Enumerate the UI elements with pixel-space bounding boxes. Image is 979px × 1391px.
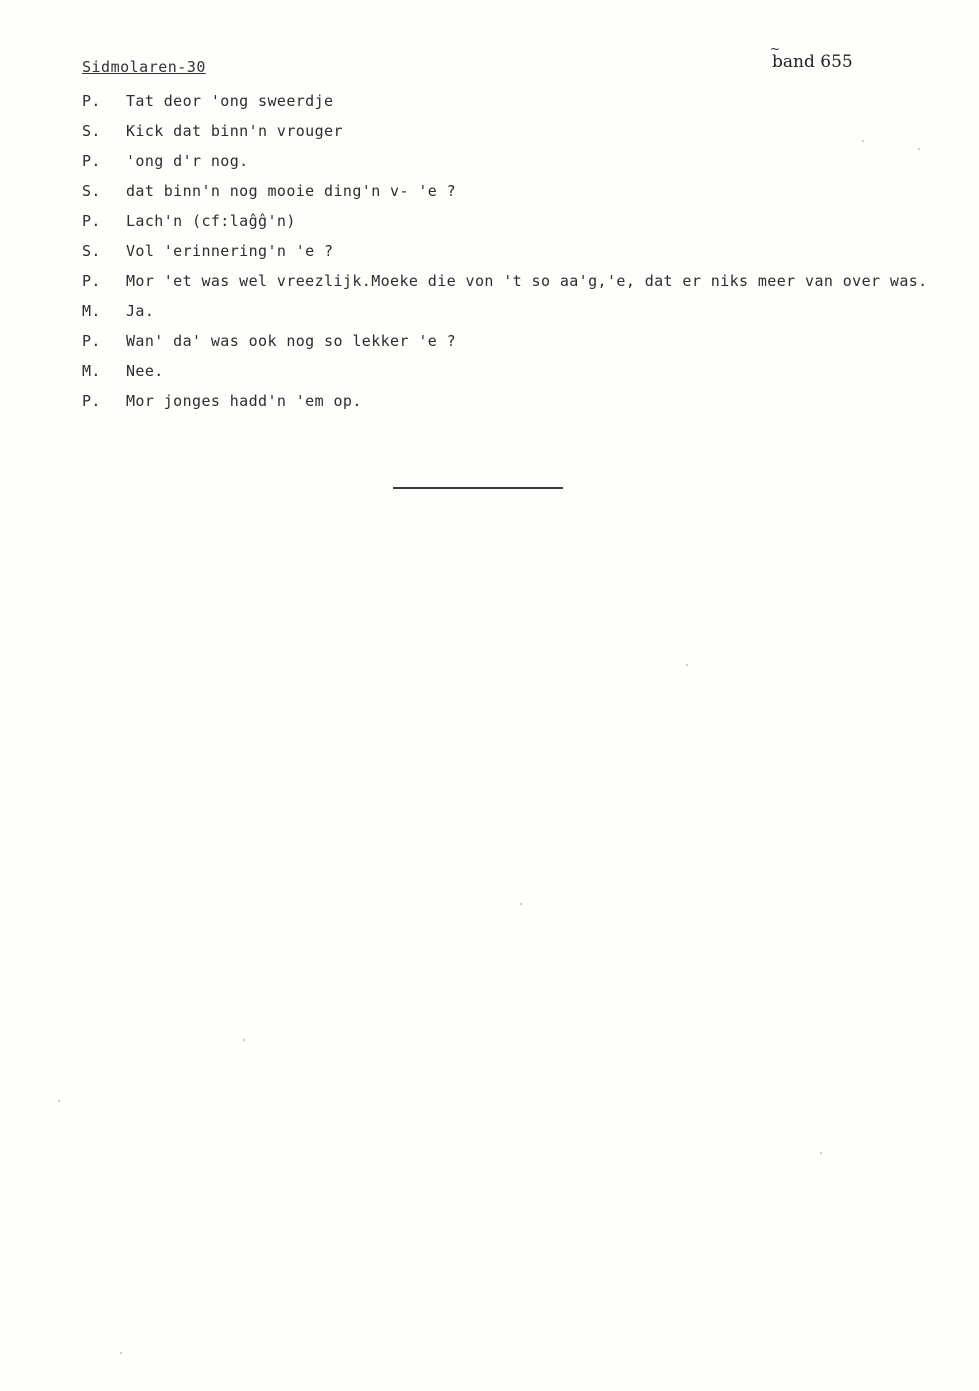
end-divider-line (393, 487, 563, 489)
transcript-line (82, 146, 942, 176)
transcript-line (82, 236, 942, 266)
scan-speck (862, 140, 864, 142)
utterance-text: Vol 'erinnering'n 'e ? (126, 242, 334, 260)
transcript-line (82, 296, 942, 326)
speaker-label: M. (82, 302, 101, 320)
speaker-label: M. (82, 362, 101, 380)
speaker-label: P. (82, 272, 101, 290)
transcript-line (82, 326, 942, 356)
utterance-text: Kick dat binn'n vrouger (126, 122, 343, 140)
utterance-text: Ja. (126, 302, 155, 320)
utterance-text: 'ong d'r nog. (126, 152, 249, 170)
scan-speck (918, 148, 920, 150)
archive-reference-label: band 655 (772, 52, 853, 72)
archive-reference-mark: ~ (770, 42, 781, 56)
scan-speck (243, 1039, 245, 1041)
scan-speck (820, 1152, 822, 1154)
transcript-line (82, 176, 942, 206)
utterance-text: dat binn'n nog mooie ding'n v- 'e ? (126, 182, 457, 200)
scan-speck (520, 903, 522, 905)
speaker-label: P. (82, 92, 101, 110)
transcript-line (82, 86, 942, 116)
utterance-text: Mor jonges hadd'n 'em op. (126, 392, 362, 410)
scan-speck (120, 1352, 122, 1354)
document-title: Sidmolaren-30 (82, 58, 206, 76)
utterance-text: Lach'n (cf:laĝĝ'n) (126, 212, 296, 230)
transcript-line (82, 206, 942, 236)
speaker-label: P. (82, 392, 101, 410)
utterance-text: Wan' da' was ook nog so lekker 'e ? (126, 332, 457, 350)
scan-speck (58, 1100, 60, 1102)
utterance-text: Mor 'et was wel vreezlijk.Moeke die von 't so aa'g,'e, dat er niks meer van over was. (126, 272, 928, 290)
transcript-line (82, 386, 942, 416)
transcript-line (82, 116, 942, 146)
speaker-label: P. (82, 332, 101, 350)
speaker-label: P. (82, 152, 101, 170)
transcript-line (82, 356, 942, 386)
speaker-label: S. (82, 182, 101, 200)
transcript-line (82, 266, 942, 296)
archive-reference (770, 42, 853, 72)
transcript (82, 86, 942, 416)
speaker-label: S. (82, 242, 101, 260)
utterance-text: Nee. (126, 362, 164, 380)
scan-speck (686, 664, 688, 666)
utterance-text: Tat deor 'ong sweerdje (126, 92, 334, 110)
speaker-label: S. (82, 122, 101, 140)
speaker-label: P. (82, 212, 101, 230)
